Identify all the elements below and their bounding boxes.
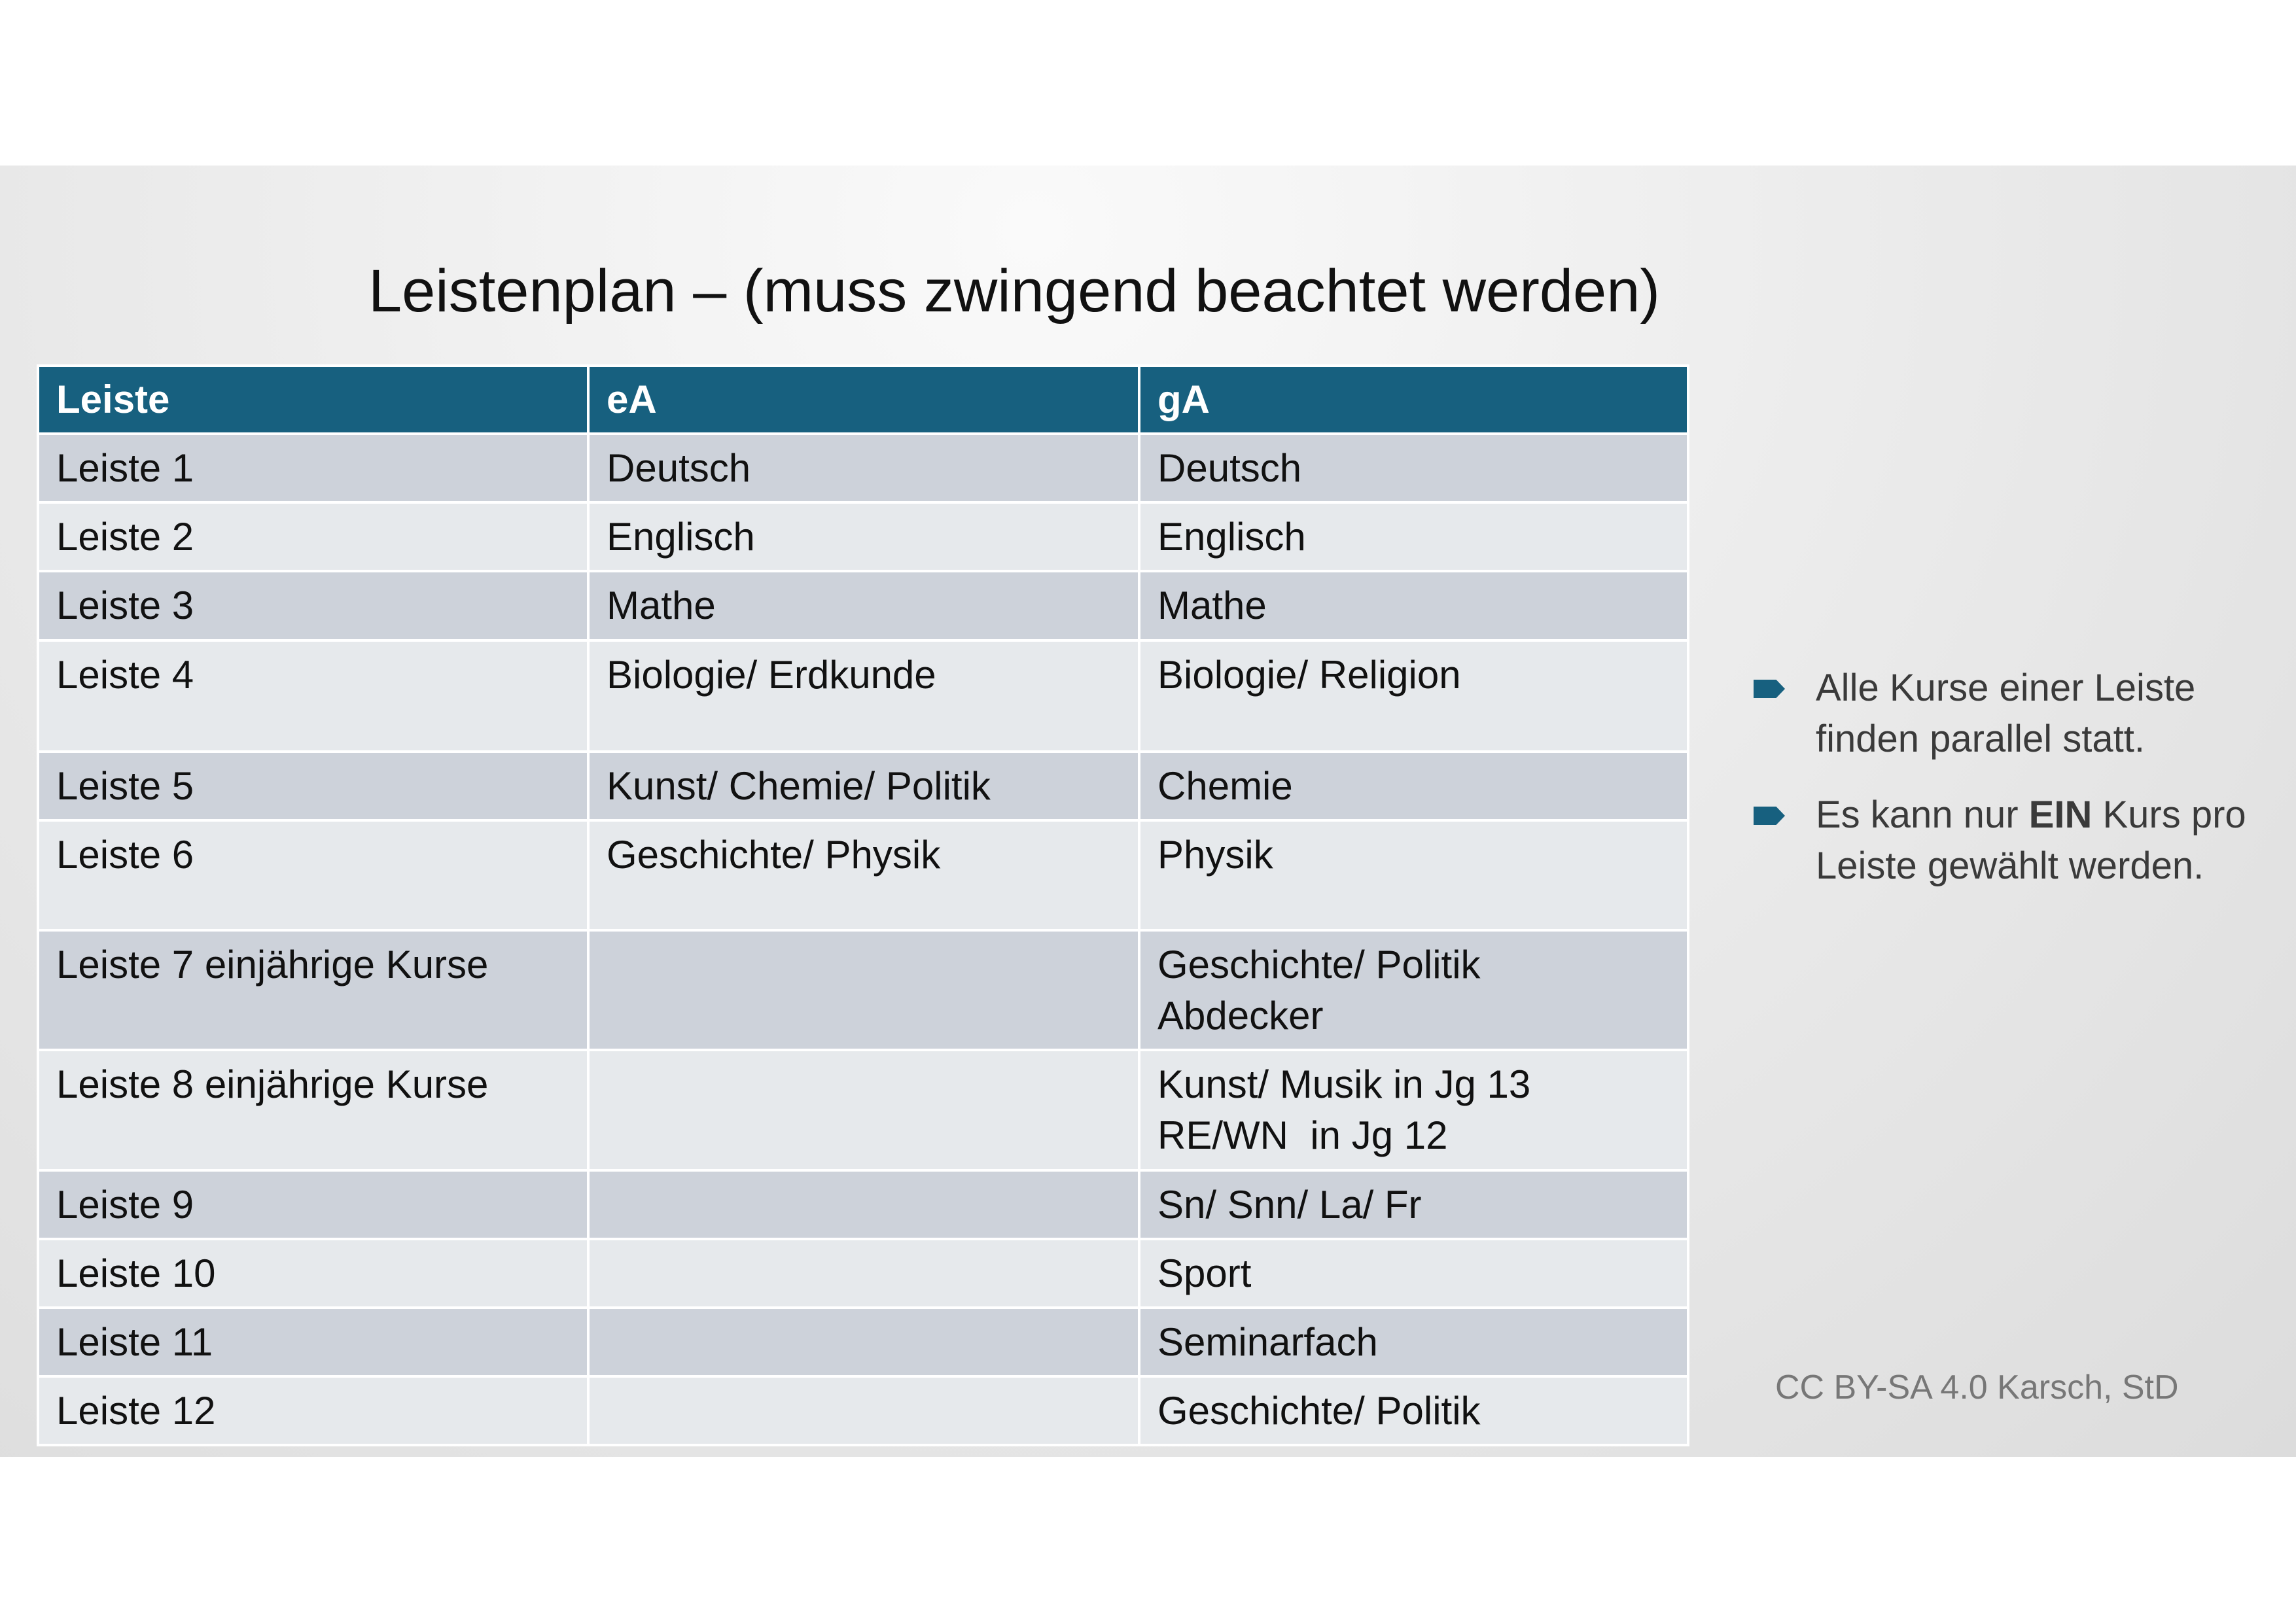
table-row	[38, 640, 1688, 752]
cell-ea-text: Englisch	[607, 515, 755, 559]
cell-leiste	[38, 1050, 588, 1170]
cell-ga-text: Sn/ Snn/ La/ Fr	[1157, 1183, 1422, 1227]
cell-leiste-text: Leiste 9	[56, 1183, 194, 1227]
table-row	[38, 1050, 1688, 1170]
cell-leiste-text: Leiste 10	[56, 1251, 216, 1295]
cell-leiste	[38, 571, 588, 640]
cell-leiste-text: Leiste 2	[56, 515, 194, 559]
cell-ea-text: Mathe	[607, 584, 716, 627]
cell-ga-text: Geschichte/ Politik	[1157, 1389, 1481, 1433]
cell-ea	[588, 1308, 1139, 1376]
cell-ga-text-line2: Abdecker	[1157, 994, 1324, 1038]
cell-ea	[588, 434, 1139, 502]
cell-leiste	[38, 1170, 588, 1239]
cell-ga	[1139, 640, 1688, 752]
cell-leiste	[38, 1376, 588, 1445]
leistenplan-table	[37, 364, 1689, 1446]
slide-title: Leistenplan – (muss zwingend beachtet werden)	[368, 258, 1661, 324]
cell-leiste-text: Leiste 3	[56, 584, 194, 627]
bullet-list	[1754, 663, 2277, 916]
cell-ga	[1139, 434, 1688, 502]
cell-leiste-text: Leiste 4	[56, 653, 194, 697]
license-footer: CC BY-SA 4.0 Karsch, StD	[1775, 1369, 2179, 1406]
table-row	[38, 820, 1688, 930]
cell-leiste	[38, 752, 588, 820]
cell-ga-text: Seminarfach	[1157, 1320, 1378, 1364]
cell-ga	[1139, 752, 1688, 820]
cell-leiste	[38, 502, 588, 571]
slide	[0, 166, 2296, 1457]
cell-ga	[1139, 1308, 1688, 1376]
header-ga: gA	[1139, 366, 1688, 434]
cell-ga-text: Kunst/ Musik in Jg 13	[1157, 1062, 1531, 1106]
cell-leiste	[38, 434, 588, 502]
cell-leiste-text: Leiste 7 einjährige Kurse	[56, 943, 489, 986]
header-ea: eA	[588, 366, 1139, 434]
cell-ga-text: Deutsch	[1157, 446, 1302, 490]
table-row	[38, 1239, 1688, 1308]
cell-ga	[1139, 571, 1688, 640]
cell-leiste-text: Leiste 6	[56, 833, 194, 877]
cell-leiste-text: Leiste 1	[56, 446, 194, 490]
cell-ea	[588, 640, 1139, 752]
cell-ga	[1139, 1376, 1688, 1445]
bullet-text: Es kann nur	[1816, 794, 2029, 836]
cell-leiste	[38, 640, 588, 752]
header-leiste: Leiste	[38, 366, 588, 434]
cell-ga-text: Geschichte/ Politik	[1157, 943, 1481, 986]
cell-ea	[588, 1239, 1139, 1308]
cell-ga	[1139, 502, 1688, 571]
cell-ea	[588, 1376, 1139, 1445]
table-header-row	[38, 366, 1688, 434]
cell-ga-text-line2: RE/WN in Jg 12	[1157, 1113, 1448, 1157]
bullet-text: Kurs pro Leiste gewählt werden.	[1816, 794, 2246, 887]
cell-leiste	[38, 930, 588, 1050]
bullet-item	[1754, 663, 2277, 765]
table-row	[38, 571, 1688, 640]
table-row	[38, 1170, 1688, 1239]
table-row	[38, 1308, 1688, 1376]
bullet-emphasis: EIN	[2028, 794, 2093, 836]
arrow-bullet-icon	[1754, 807, 1785, 825]
arrow-bullet-icon	[1754, 680, 1785, 698]
table-row	[38, 502, 1688, 571]
cell-ga	[1139, 1239, 1688, 1308]
cell-ea	[588, 820, 1139, 930]
cell-ea-text: Kunst/ Chemie/ Politik	[607, 764, 991, 808]
cell-ea	[588, 930, 1139, 1050]
table-row	[38, 930, 1688, 1050]
cell-leiste	[38, 820, 588, 930]
cell-leiste-text: Leiste 8 einjährige Kurse	[56, 1062, 489, 1106]
cell-ga-text: Englisch	[1157, 515, 1306, 559]
cell-ga-text: Chemie	[1157, 764, 1293, 808]
cell-ea-text: Deutsch	[607, 446, 751, 490]
table-row	[38, 1376, 1688, 1445]
cell-ga	[1139, 820, 1688, 930]
cell-ea	[588, 1050, 1139, 1170]
cell-leiste	[38, 1239, 588, 1308]
cell-ga	[1139, 1050, 1688, 1170]
cell-ga-text: Physik	[1157, 833, 1273, 877]
table-row	[38, 434, 1688, 502]
cell-ea-text: Geschichte/ Physik	[607, 833, 941, 877]
cell-ga-text: Biologie/ Religion	[1157, 653, 1461, 697]
cell-ga	[1139, 930, 1688, 1050]
cell-ga-text: Sport	[1157, 1251, 1252, 1295]
cell-leiste	[38, 1308, 588, 1376]
cell-ea	[588, 752, 1139, 820]
cell-leiste-text: Leiste 11	[56, 1320, 213, 1364]
cell-ea-text: Biologie/ Erdkunde	[607, 653, 936, 697]
cell-ga	[1139, 1170, 1688, 1239]
cell-ga-text: Mathe	[1157, 584, 1267, 627]
cell-leiste-text: Leiste 12	[56, 1389, 216, 1433]
bullet-item	[1754, 790, 2277, 892]
cell-leiste-text: Leiste 5	[56, 764, 194, 808]
cell-ea	[588, 502, 1139, 571]
cell-ea	[588, 1170, 1139, 1239]
bullet-text: Alle Kurse einer Leiste finden parallel statt.	[1816, 667, 2196, 760]
cell-ea	[588, 571, 1139, 640]
table-row	[38, 752, 1688, 820]
